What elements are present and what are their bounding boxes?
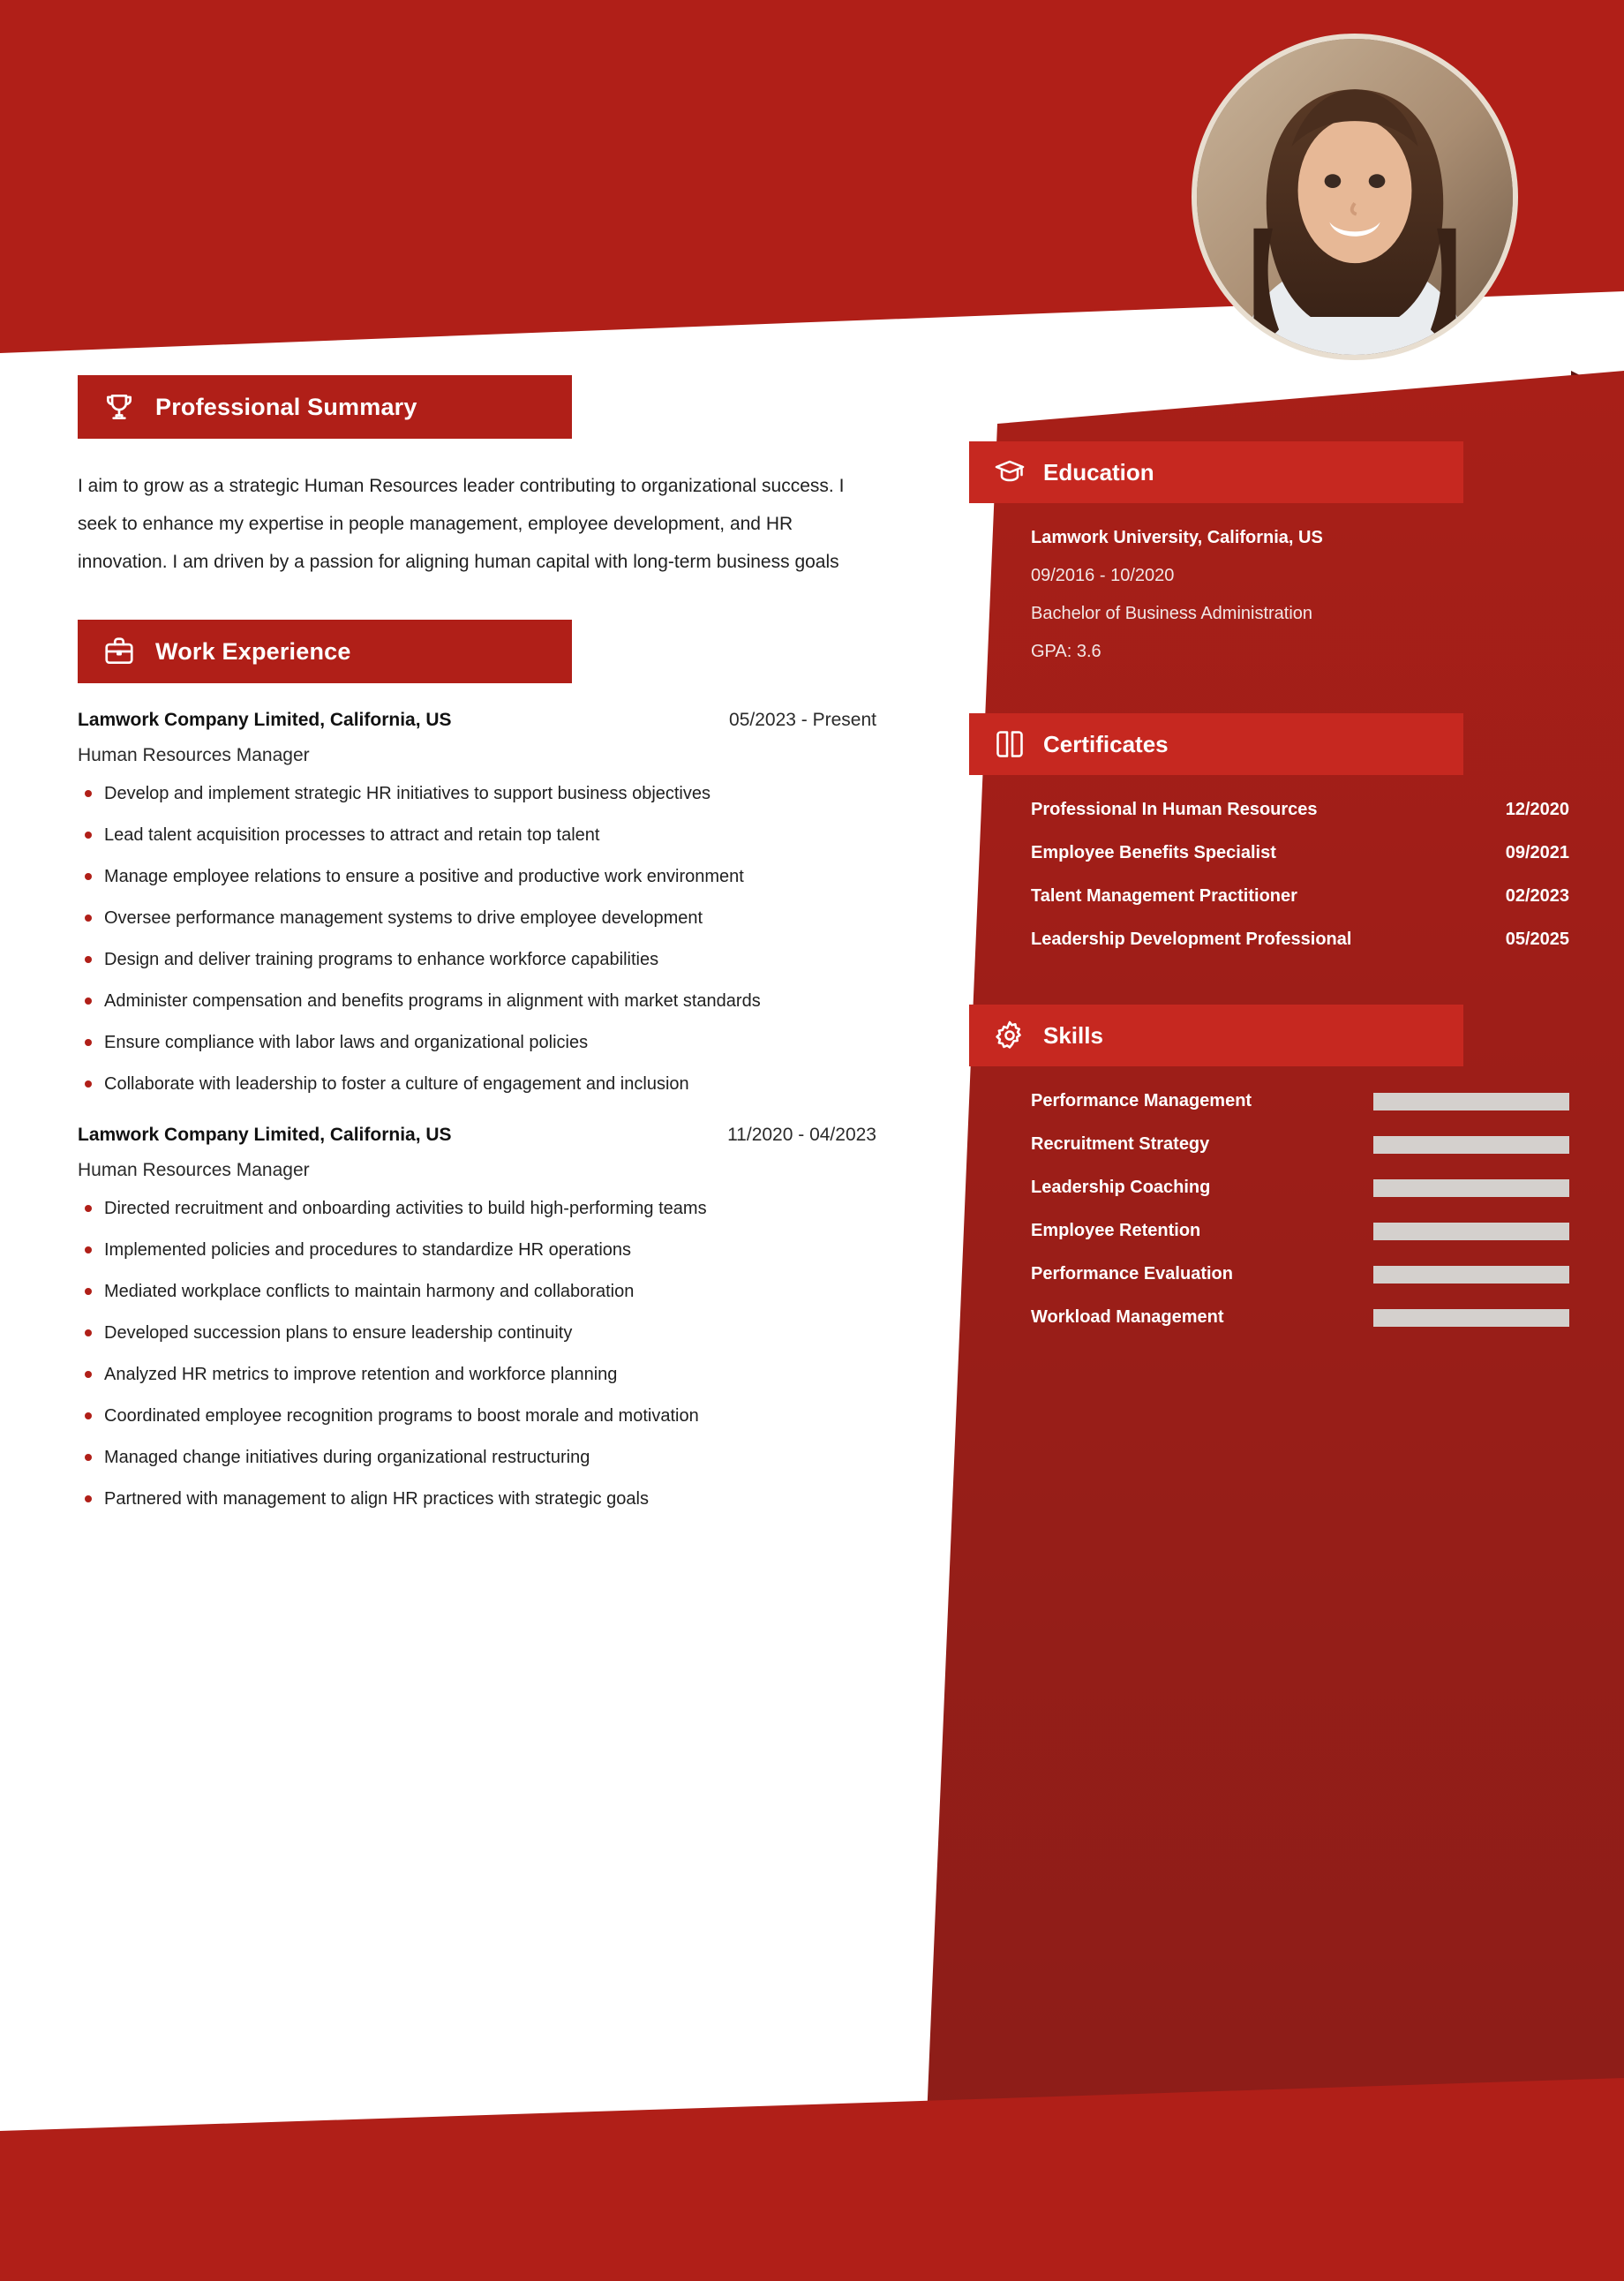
right-column — [927, 441, 1624, 1328]
education-degree: Bachelor of Business Administration — [1031, 604, 1313, 623]
footer-banner — [0, 2078, 1624, 2281]
section-professional-summary — [78, 375, 572, 439]
section-title: Education — [1043, 458, 1154, 486]
education-body — [927, 528, 1624, 662]
certificate-date: 05/2025 — [1505, 930, 1569, 949]
section-title: Work Experience — [155, 637, 351, 665]
skill-row — [1031, 1264, 1569, 1284]
book-icon — [994, 728, 1026, 760]
skill-name: Leadership Coaching — [1031, 1178, 1211, 1197]
skill-bar — [1373, 1093, 1569, 1110]
skill-name: Performance Management — [1031, 1091, 1252, 1110]
experience-company: Lamwork Company Limited, California, US — [78, 710, 452, 731]
certificate-name: Talent Management Practitioner — [1031, 886, 1297, 906]
summary-text: I aim to grow as a strategic Human Resources leader contributing to organizational success. I seek to enhance my expertise in people management, employee development, and HR innovation. I am driven by a passion for aligning human capital with long-term business goals — [78, 476, 845, 573]
skill-bar — [1373, 1309, 1569, 1327]
skill-name: Employee Retention — [1031, 1221, 1201, 1240]
experience-company: Lamwork Company Limited, California, US — [78, 1125, 452, 1146]
certificate-date: 02/2023 — [1505, 886, 1569, 906]
list-item: Administer compensation and benefits programs in alignment with market standards — [78, 988, 890, 1015]
left-column — [78, 375, 890, 1513]
experience-bullets — [78, 1195, 890, 1513]
list-item: Collaborate with leadership to foster a culture of engagement and inclusion — [78, 1071, 890, 1098]
education-school: Lamwork University, California, US — [1031, 528, 1323, 547]
list-item: Directed recruitment and onboarding activities to build high-performing teams — [78, 1195, 890, 1223]
certificates-body — [927, 800, 1624, 950]
experience-role: Human Resources Manager — [78, 1160, 310, 1181]
certificate-name: Leadership Development Professional — [1031, 930, 1352, 949]
list-item: Mediated workplace conflicts to maintain harmony and collaboration — [78, 1278, 890, 1306]
certificate-row — [1031, 886, 1569, 907]
skill-name: Performance Evaluation — [1031, 1264, 1233, 1284]
section-title: Certificates — [1043, 730, 1169, 757]
skill-bar — [1373, 1179, 1569, 1197]
experience-header — [78, 1125, 876, 1146]
education-dates: 09/2016 - 10/2020 — [1031, 566, 1175, 585]
certificate-date: 12/2020 — [1505, 800, 1569, 819]
list-item: Coordinated employee recognition programs to boost morale and motivation — [78, 1403, 890, 1430]
section-title: Professional Summary — [155, 393, 417, 420]
section-education — [969, 441, 1463, 503]
skill-row — [1031, 1307, 1569, 1328]
gear-icon — [994, 1020, 1026, 1051]
skill-row — [1031, 1221, 1569, 1241]
graduation-cap-icon — [994, 456, 1026, 488]
list-item: Manage employee relations to ensure a positive and productive work environment — [78, 863, 890, 891]
list-item: Partnered with management to align HR practices with strategic goals — [78, 1486, 890, 1513]
education-gpa: GPA: 3.6 — [1031, 642, 1101, 661]
section-title: Skills — [1043, 1021, 1103, 1049]
certificate-row — [1031, 843, 1569, 863]
section-skills — [969, 1005, 1463, 1066]
list-item: Lead talent acquisition processes to attract and retain top talent — [78, 822, 890, 849]
list-item: Managed change initiatives during organizational restructuring — [78, 1444, 890, 1472]
experience-header — [78, 710, 876, 731]
section-work-experience — [78, 620, 572, 683]
list-item: Ensure compliance with labor laws and organizational policies — [78, 1029, 890, 1057]
experience-bullets — [78, 780, 890, 1098]
skill-row — [1031, 1091, 1569, 1111]
list-item: Design and deliver training programs to enhance workforce capabilities — [78, 946, 890, 974]
experience-item — [78, 1125, 890, 1513]
experience-item — [78, 710, 890, 1098]
certificate-row — [1031, 930, 1569, 950]
skill-bar — [1373, 1266, 1569, 1284]
portrait-photo-icon — [1197, 39, 1513, 355]
list-item: Analyzed HR metrics to improve retention and workforce planning — [78, 1361, 890, 1389]
certificate-name: Professional In Human Resources — [1031, 800, 1318, 819]
certificate-row — [1031, 800, 1569, 820]
list-item: Implemented policies and procedures to standardize HR operations — [78, 1237, 890, 1264]
list-item: Developed succession plans to ensure leadership continuity — [78, 1320, 890, 1347]
skill-name: Recruitment Strategy — [1031, 1134, 1210, 1154]
experience-role: Human Resources Manager — [78, 745, 310, 766]
skill-name: Workload Management — [1031, 1307, 1224, 1327]
trophy-icon — [102, 390, 136, 424]
skill-bar — [1373, 1223, 1569, 1240]
section-certificates — [969, 713, 1463, 775]
experience-dates: 11/2020 - 04/2023 — [727, 1125, 876, 1146]
certificate-date: 09/2021 — [1505, 843, 1569, 862]
skills-body — [927, 1091, 1624, 1328]
list-item: Oversee performance management systems to drive employee development — [78, 905, 890, 932]
avatar — [1192, 34, 1518, 360]
skill-bar — [1373, 1136, 1569, 1154]
certificate-name: Employee Benefits Specialist — [1031, 843, 1276, 862]
briefcase-icon — [102, 635, 136, 668]
list-item: Develop and implement strategic HR initiatives to support business objectives — [78, 780, 890, 808]
skill-row — [1031, 1134, 1569, 1155]
skill-row — [1031, 1178, 1569, 1198]
experience-dates: 05/2023 - Present — [729, 710, 876, 731]
